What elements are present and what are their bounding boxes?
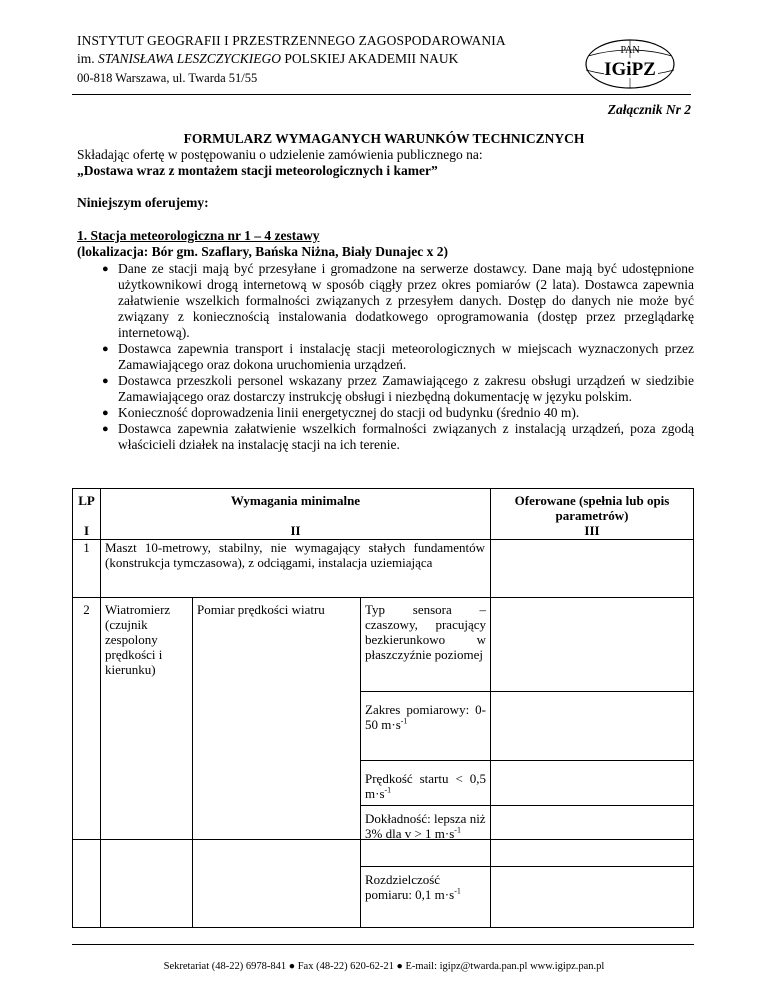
igipz-logo [572,36,692,92]
section-title [77,228,319,244]
param-start-sup: -1 [384,785,392,795]
patron-name: STANISŁAWA LESZCZYCKIEGO [98,51,281,66]
list-item [77,373,694,405]
param-sensor-offered-field[interactable] [491,598,693,691]
param-accuracy-text: Dokładność: lepsza niż 3% dla v > 1 m·s [365,811,486,841]
column-divider [192,597,193,840]
list-item [77,261,694,341]
table-border [72,927,694,928]
param-range-offered-field[interactable] [491,692,693,760]
row1-offered-field[interactable] [491,540,693,597]
numbering-col2: II [290,523,301,538]
column-divider [100,488,101,840]
column-divider [360,597,361,840]
bullet-icon: ● [102,375,109,387]
param-range-text: Zakres pomiarowy: 0-50 m·s [365,702,486,732]
form-title: FORMULARZ WYMAGANYCH WARUNKÓW TECHNICZNYCH [183,131,585,146]
patron-prefix: im. [77,51,99,66]
list-item-text: Dostawca przeszkoli personel wskazany przez Zamawiającego z zakresu obsługi urządzeń w siedzibie Zamawiającego oraz dostarczy instrukcję obsługi i niezbędną dokumentację w języku polskim. [118,373,694,404]
procurement-subject: „Dostawa wraz z montażem stacji meteorologicznych i kamer” [77,163,438,178]
numbering-col1: I [83,523,90,538]
param-accuracy-offered-field[interactable] [491,806,693,839]
patron-suffix: POLSKIEJ AKADEMII NAUK [280,51,459,66]
list-item [77,405,694,421]
section-location: (lokalizacja: Bór gm. Szaflary, Bańska Niżna, Biały Dunajec x 2) [77,244,448,259]
requirements-table-continued [72,840,694,928]
list-item [77,421,694,453]
list-item-text: Dostawca zapewnia transport i instalację stacji meteorologicznych w miejscach wyznaczonych przez Zamawiającego oraz dokona uruchomienia urządzeń. [118,341,694,372]
list-item-text: Dane ze stacji mają być przesyłane i gromadzone na serwerze dostawcy. Dane mają być udostępnione użytkownikowi drogą internetową w sposób ciągły przez okres pomiarów (2 lata). Dostawca zapewnia załatwienie wszelkich formalności związanych z przesyłem danych. Dostęp do danych nie może być związany z koniecznością instalowania dodatkowego oprogramowania (dostęp przez przeglądarkę internetową). [118,261,694,340]
row2-measurement: Pomiar prędkości wiatru [197,602,325,617]
table-border [693,488,694,840]
param-accuracy [365,811,486,841]
param-resolution-text: Rozdzielczość pomiaru: 0,1 m·s [365,872,455,902]
footer-contact: Sekretariat (48-22) 6978-841 ● Fax (48-22) 620-62-21 ● E-mail: igipz@twarda.pan.pl www.igipz.pan.pl [163,961,605,972]
param-sensor-type: Typ sensora – czaszowy, pracujący bezkierunkowo w płaszczyźnie poziomej [365,602,486,662]
bullet-icon: ● [102,423,109,435]
param-resolution [365,872,486,902]
param-resolution-offered-field[interactable] [491,867,693,927]
header-offered: Oferowane (spełnia lub opis parametrów) [514,493,670,523]
param-accuracy-sup: -1 [454,825,461,835]
row1-lp: 1 [83,540,90,555]
column-divider [360,840,361,928]
column-divider [100,840,101,928]
bullet-icon: ● [102,407,109,419]
header-lp: LP [78,493,95,508]
table-border [693,840,694,928]
column-divider [192,840,193,928]
param-resolution-sup: -1 [454,886,461,896]
header-rule [72,94,691,95]
footer-rule [72,944,694,945]
table-border [72,840,73,928]
param-range [365,702,486,732]
section-number: 1. [77,228,91,243]
numbering-col3: III [584,523,600,538]
list-item-text: Dostawca zapewnia załatwienie wszelkich formalności związanych z instalacją urządzeń, poza zgodą właścicieli działek na instalację stacji na ich terenie. [118,421,694,452]
institute-patron [77,51,458,67]
bullet-icon: ● [102,343,109,355]
param-start-speed [365,771,486,801]
section-title-text: Stacja meteorologiczna nr 1 – 4 zestawy [90,228,320,243]
annex-label: Załącznik Nr 2 [607,102,691,117]
logo-pan-text: PAN [620,45,640,56]
row1-requirement: Maszt 10-metrowy, stabilny, nie wymagający stałych fundamentów (konstrukcja tymczasowa), z odciągami, instalacja uziemiająca [105,540,485,570]
list-item-text: Konieczność doprowadzenia linii energetycznej do stacji od budynku (średnio 40 m). [118,405,580,420]
requirements-table [72,488,694,840]
table-border [72,488,694,489]
offer-statement: Niniejszym oferujemy: [77,195,209,210]
param-start-offered-field[interactable] [491,761,693,805]
row2-lp: 2 [83,602,90,617]
bullet-icon: ● [102,263,109,275]
logo-igipz-text: IGiPZ [604,59,656,80]
param-start-text: Prędkość startu < 0,5 m·s [365,771,486,801]
row2-device: Wiatromierz (czujnik zespolony prędkości i kierunku) [105,602,171,677]
intro-text: Składając ofertę w postępowaniu o udzielenie zamówienia publicznego na: [77,147,483,162]
institute-address: 00-818 Warszawa, ul. Twarda 51/55 [77,71,258,85]
header-requirements: Wymagania minimalne [230,493,361,508]
institute-name: INSTYTUT GEOGRAFII I PRZESTRZENNEGO ZAGOSPODAROWANIA [77,33,506,48]
conditions-list [77,261,694,453]
param-range-sup: -1 [400,716,408,726]
list-item [77,341,694,373]
